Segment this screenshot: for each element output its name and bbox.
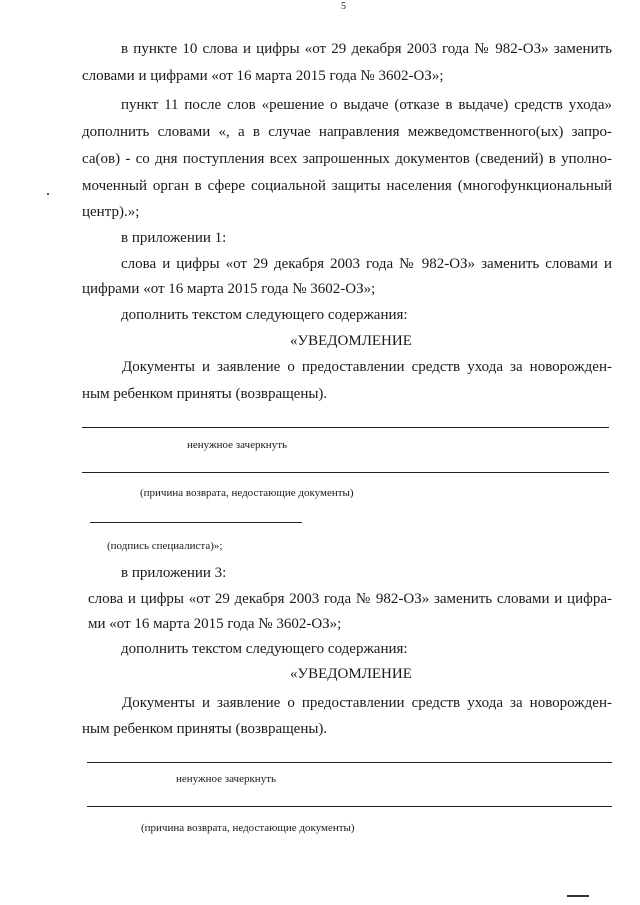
text-line: ми «от 16 марта 2015 года № 3602-ОЗ»; xyxy=(88,616,342,632)
caption: (причина возврата, недостающие документы) xyxy=(140,487,354,499)
signature-line xyxy=(90,522,302,523)
scan-speck xyxy=(47,193,49,195)
text-line: в приложении 1: xyxy=(121,230,227,246)
text-line: цифрами «от 16 марта 2015 года № 3602-ОЗ»; xyxy=(82,281,376,297)
text-line: ным ребенком приняты (возвращены). xyxy=(82,721,328,737)
text-line: пункт 11 после слов «решение о выдаче (отказе в выдаче) средств ухода» xyxy=(121,97,612,113)
text-line: дополнить текстом следующего содержания: xyxy=(121,307,408,323)
blank-line xyxy=(87,762,612,763)
caption: (подпись специалиста)»; xyxy=(107,540,223,552)
blank-line xyxy=(82,472,609,473)
page-number: 5 xyxy=(341,1,346,12)
caption: (причина возврата, недостающие документы) xyxy=(141,822,355,834)
text-line: дополнить словами «, а в случае направления межведомственного(ых) запро- xyxy=(82,124,612,140)
blank-line xyxy=(87,806,612,807)
notice-heading: «УВЕДОМЛЕНИЕ xyxy=(290,666,412,682)
notice-heading: «УВЕДОМЛЕНИЕ xyxy=(290,333,412,349)
text-line: дополнить текстом следующего содержания: xyxy=(121,641,408,657)
text-line: слова и цифры «от 29 декабря 2003 года № 982-ОЗ» заменить словами и цифра- xyxy=(88,591,612,607)
text-line: в приложении 3: xyxy=(121,565,227,581)
scan-mark xyxy=(567,895,589,897)
text-line: Документы и заявление о предоставлении средств ухода за новорожден- xyxy=(122,695,612,711)
text-line: моченный орган в сфере социальной защиты населения (многофункциональный xyxy=(82,178,612,194)
text-line: са(ов) - со дня поступления всех запрошенных документов (сведений) в уполно- xyxy=(82,151,612,167)
text-line: ным ребенком приняты (возвращены). xyxy=(82,386,328,402)
caption: ненужное зачеркнуть xyxy=(176,773,277,785)
text-line: словами и цифрами «от 16 марта 2015 года № 3602-ОЗ»; xyxy=(82,68,444,84)
text-line: центр).»; xyxy=(82,204,140,220)
caption: ненужное зачеркнуть xyxy=(187,439,288,451)
blank-line xyxy=(82,427,609,428)
text-line: Документы и заявление о предоставлении средств ухода за новорожден- xyxy=(122,359,612,375)
text-line: слова и цифры «от 29 декабря 2003 года № 982-ОЗ» заменить словами и xyxy=(121,256,612,272)
text-line: в пункте 10 слова и цифры «от 29 декабря 2003 года № 982-ОЗ» заменить xyxy=(121,41,612,57)
